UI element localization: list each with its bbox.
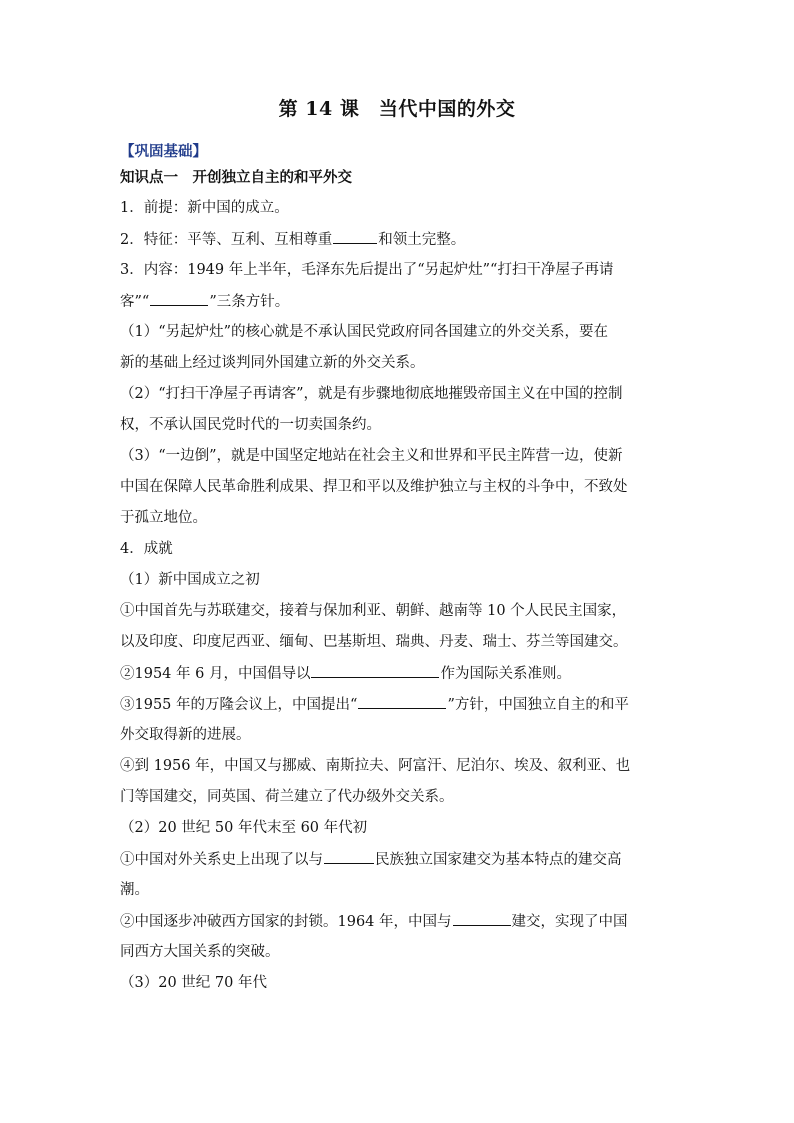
text-line: 外交取得新的进展。 (120, 727, 251, 743)
text-line: 以及印度、印度尼西亚、缅甸、巴基斯坦、瑞典、丹麦、瑞士、芬兰等国建交。 (120, 634, 628, 650)
section-label: 【巩固基础】 (120, 143, 207, 160)
knowledge-point-heading: 知识点一 开创独立自主的和平外交 (120, 169, 352, 186)
text-segment: 2．特征：平等、互利、互相尊重 (120, 232, 333, 248)
text-line: ④到 1956 年，中国又与挪威、南斯拉夫、阿富汗、尼泊尔、埃及、叙利亚、也 (120, 758, 631, 774)
fill-blank[interactable] (150, 291, 208, 306)
text-line (120, 849, 680, 870)
text-line (120, 911, 680, 932)
text-line (120, 663, 680, 684)
text-segment: 民族独立国家建交为基本特点的建交高 (375, 852, 622, 868)
text-line: （2）“打扫干净屋子再请客”，就是有步骤地彻底地摧毁帝国主义在中国的控制 (120, 386, 623, 402)
text-line: 同西方大国关系的突破。 (120, 944, 280, 960)
text-segment: 建交，实现了中国 (511, 914, 628, 930)
text-segment: ②1954 年 6 月，中国倡导以 (120, 666, 311, 682)
text-segment: 作为国际关系准则。 (440, 666, 571, 682)
text-line: （3）“一边倒”，就是中国坚定地站在社会主义和世界和平民主阵营一边，使新 (120, 448, 623, 464)
text-line: 中国在保障人民革命胜利成果、捍卫和平以及维护独立与主权的斗争中，不致处 (120, 479, 628, 495)
text-line: 潮。 (120, 882, 149, 898)
text-segment: ”三条方针。 (209, 294, 290, 310)
fill-blank[interactable] (324, 849, 374, 864)
page-title: 第 14 课 当代中国的外交 (278, 98, 516, 120)
text-segment: ①中国对外关系史上出现了以与 (120, 852, 323, 868)
text-line: （1）新中国成立之初 (120, 572, 260, 588)
fill-blank[interactable] (358, 694, 446, 709)
text-line: （1）“另起炉灶”的核心就是不承认国民党政府同各国建立的外交关系，要在 (120, 324, 609, 340)
text-line: ①中国首先与苏联建交，接着与保加利亚、朝鲜、越南等 10 个人民民主国家， (120, 603, 627, 619)
text-segment: 客”“ (120, 294, 150, 310)
text-line: 门等国建交，同英国、荷兰建立了代办级外交关系。 (120, 789, 454, 805)
text-segment: ③1955 年的万隆会议上，中国提出“ (120, 697, 358, 713)
text-line: （3）20 世纪 70 年代 (120, 975, 267, 991)
text-line: 1．前提：新中国的成立。 (120, 200, 289, 216)
text-line: 权，不承认国民党时代的一切卖国条约。 (120, 417, 381, 433)
text-line: 3．内容：1949 年上半年，毛泽东先后提出了“另起炉灶”“打扫干净屋子再请 (120, 262, 614, 278)
text-segment: ”方针，中国独立自主的和平 (447, 697, 629, 713)
text-line: 4．成就 (120, 541, 173, 557)
fill-blank[interactable] (453, 911, 511, 926)
text-line: 新的基础上经过谈判同外国建立新的外交关系。 (120, 355, 425, 371)
text-line (120, 291, 680, 312)
text-line: 于孤立地位。 (120, 510, 207, 526)
text-line: （2）20 世纪 50 年代末至 60 年代初 (120, 820, 368, 836)
text-line (120, 229, 680, 250)
text-segment: 和领土完整。 (378, 232, 466, 248)
text-line (120, 694, 680, 715)
fill-blank[interactable] (333, 229, 377, 244)
text-segment: ②中国逐步冲破西方国家的封锁。1964 年，中国与 (120, 914, 452, 930)
fill-blank[interactable] (311, 663, 439, 678)
